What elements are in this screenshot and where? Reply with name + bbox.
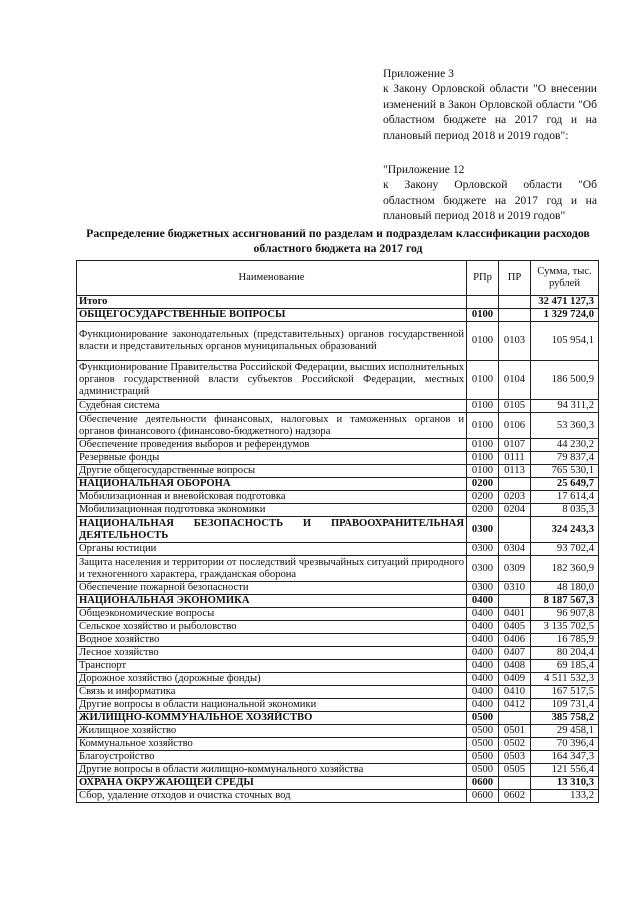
row-sum: 17 614,4 bbox=[531, 491, 599, 504]
row-sum: 69 185,4 bbox=[531, 660, 599, 673]
table-row bbox=[77, 439, 599, 452]
row-name: Благоустройство bbox=[77, 751, 467, 764]
row-rpr: 0600 bbox=[467, 790, 499, 803]
row-sum: 765 530,1 bbox=[531, 465, 599, 478]
row-pr: 0401 bbox=[499, 608, 531, 621]
table-row bbox=[77, 296, 599, 309]
row-sum: 16 785,9 bbox=[531, 634, 599, 647]
row-sum: 8 187 567,3 bbox=[531, 595, 599, 608]
row-name: Общеэкономические вопросы bbox=[77, 608, 467, 621]
row-name: Водное хозяйство bbox=[77, 634, 467, 647]
row-name: Обеспечение деятельности финансовых, налоговых и таможенных органов и органов финансового (финансово-бюджетного) надзора bbox=[77, 413, 467, 439]
row-rpr: 0100 bbox=[467, 400, 499, 413]
row-pr bbox=[499, 309, 531, 322]
row-name: НАЦИОНАЛЬНАЯ БЕЗОПАСНОСТЬ И ПРАВООХРАНИТЕЛЬНАЯ ДЕЯТЕЛЬНОСТЬ bbox=[77, 517, 467, 543]
row-sum: 109 731,4 bbox=[531, 699, 599, 712]
row-rpr: 0400 bbox=[467, 660, 499, 673]
row-pr: 0105 bbox=[499, 400, 531, 413]
row-pr: 0103 bbox=[499, 322, 531, 361]
row-pr: 0602 bbox=[499, 790, 531, 803]
table-row bbox=[77, 699, 599, 712]
appendix-3-text: к Закону Орловской области "О внесении изменений в Закон Орловской области "Об областном бюджете на 2017 год и на плановый период 2018 и 2019 годов": bbox=[383, 82, 597, 142]
row-sum: 186 500,9 bbox=[531, 361, 599, 400]
row-pr: 0204 bbox=[499, 504, 531, 517]
table-row bbox=[77, 361, 599, 400]
budget-allocation-table bbox=[76, 260, 599, 803]
row-name: Жилищное хозяйство bbox=[77, 725, 467, 738]
header-rpr: РПр bbox=[467, 261, 499, 296]
row-rpr: 0400 bbox=[467, 673, 499, 686]
row-name: НАЦИОНАЛЬНАЯ ЭКОНОМИКА bbox=[77, 595, 467, 608]
row-rpr: 0400 bbox=[467, 647, 499, 660]
row-name: НАЦИОНАЛЬНАЯ ОБОРОНА bbox=[77, 478, 467, 491]
row-name: Другие вопросы в области национальной экономики bbox=[77, 699, 467, 712]
row-rpr bbox=[467, 296, 499, 309]
row-name: Органы юстиции bbox=[77, 543, 467, 556]
table-row bbox=[77, 465, 599, 478]
row-pr: 0309 bbox=[499, 556, 531, 582]
header-name: Наименование bbox=[77, 261, 467, 296]
row-rpr: 0500 bbox=[467, 712, 499, 725]
row-rpr: 0600 bbox=[467, 777, 499, 790]
row-rpr: 0300 bbox=[467, 556, 499, 582]
row-sum: 94 311,2 bbox=[531, 400, 599, 413]
row-name: Связь и информатика bbox=[77, 686, 467, 699]
row-sum: 48 180,0 bbox=[531, 582, 599, 595]
table-row bbox=[77, 660, 599, 673]
table-row bbox=[77, 400, 599, 413]
row-name: Защита населения и территории от последствий чрезвычайных ситуаций природного и техногенного характера, гражданская оборона bbox=[77, 556, 467, 582]
row-name: Дорожное хозяйство (дорожные фонды) bbox=[77, 673, 467, 686]
row-sum: 121 556,4 bbox=[531, 764, 599, 777]
table-row bbox=[77, 413, 599, 439]
table-row bbox=[77, 504, 599, 517]
row-pr bbox=[499, 595, 531, 608]
table-header-row bbox=[77, 261, 599, 296]
row-sum: 29 458,1 bbox=[531, 725, 599, 738]
row-rpr: 0400 bbox=[467, 686, 499, 699]
row-name: ОХРАНА ОКРУЖАЮЩЕЙ СРЕДЫ bbox=[77, 777, 467, 790]
table-row bbox=[77, 790, 599, 803]
row-name: ОБЩЕГОСУДАРСТВЕННЫЕ ВОПРОСЫ bbox=[77, 309, 467, 322]
table-row bbox=[77, 647, 599, 660]
row-pr: 0501 bbox=[499, 725, 531, 738]
table-row bbox=[77, 712, 599, 725]
row-name: Транспорт bbox=[77, 660, 467, 673]
table-row bbox=[77, 322, 599, 361]
row-name: Другие общегосударственные вопросы bbox=[77, 465, 467, 478]
table-row bbox=[77, 608, 599, 621]
row-sum: 164 347,3 bbox=[531, 751, 599, 764]
table-row bbox=[77, 452, 599, 465]
row-pr: 0412 bbox=[499, 699, 531, 712]
row-name: Обеспечение проведения выборов и референдумов bbox=[77, 439, 467, 452]
table-row bbox=[77, 725, 599, 738]
table-row bbox=[77, 595, 599, 608]
row-rpr: 0300 bbox=[467, 517, 499, 543]
table-row bbox=[77, 543, 599, 556]
row-pr: 0408 bbox=[499, 660, 531, 673]
row-rpr: 0500 bbox=[467, 764, 499, 777]
table-row bbox=[77, 556, 599, 582]
row-pr: 0406 bbox=[499, 634, 531, 647]
row-pr: 0410 bbox=[499, 686, 531, 699]
row-pr: 0203 bbox=[499, 491, 531, 504]
row-sum: 44 230,2 bbox=[531, 439, 599, 452]
row-rpr: 0500 bbox=[467, 725, 499, 738]
row-pr: 0407 bbox=[499, 647, 531, 660]
row-pr: 0502 bbox=[499, 738, 531, 751]
table-row bbox=[77, 686, 599, 699]
row-sum: 105 954,1 bbox=[531, 322, 599, 361]
row-sum: 167 517,5 bbox=[531, 686, 599, 699]
row-rpr: 0400 bbox=[467, 699, 499, 712]
row-name: Мобилизационная и вневойсковая подготовка bbox=[77, 491, 467, 504]
row-sum: 96 907,8 bbox=[531, 608, 599, 621]
row-sum: 4 511 532,3 bbox=[531, 673, 599, 686]
table-row bbox=[77, 777, 599, 790]
row-sum: 79 837,4 bbox=[531, 452, 599, 465]
row-name: Функционирование законодательных (представительных) органов государственной власти и представительных органов муниципальных образований bbox=[77, 322, 467, 361]
row-rpr: 0400 bbox=[467, 621, 499, 634]
row-sum: 53 360,3 bbox=[531, 413, 599, 439]
row-rpr: 0100 bbox=[467, 309, 499, 322]
row-pr: 0405 bbox=[499, 621, 531, 634]
row-rpr: 0200 bbox=[467, 478, 499, 491]
row-sum: 3 135 702,5 bbox=[531, 621, 599, 634]
row-sum: 133,2 bbox=[531, 790, 599, 803]
row-sum: 70 396,4 bbox=[531, 738, 599, 751]
row-name: Итого bbox=[77, 296, 467, 309]
document-title: Распределение бюджетных ассигнований по разделам и подразделам классификации расходов областного бюджета на 2017 год bbox=[86, 226, 590, 255]
row-pr: 0503 bbox=[499, 751, 531, 764]
row-pr: 0304 bbox=[499, 543, 531, 556]
appendix-3-line: Приложение 3 bbox=[383, 67, 454, 80]
row-pr: 0113 bbox=[499, 465, 531, 478]
row-pr: 0111 bbox=[499, 452, 531, 465]
row-sum: 182 360,9 bbox=[531, 556, 599, 582]
row-name: Другие вопросы в области жилищно-коммунального хозяйства bbox=[77, 764, 467, 777]
row-rpr: 0100 bbox=[467, 322, 499, 361]
row-rpr: 0100 bbox=[467, 361, 499, 400]
row-sum: 32 471 127,3 bbox=[531, 296, 599, 309]
row-pr bbox=[499, 296, 531, 309]
row-rpr: 0100 bbox=[467, 452, 499, 465]
row-name: Сельское хозяйство и рыболовство bbox=[77, 621, 467, 634]
row-pr: 0310 bbox=[499, 582, 531, 595]
row-pr: 0409 bbox=[499, 673, 531, 686]
row-sum: 25 649,7 bbox=[531, 478, 599, 491]
row-rpr: 0400 bbox=[467, 595, 499, 608]
row-pr bbox=[499, 517, 531, 543]
appendix-12-text: к Закону Орловской области "Об областном бюджете на 2017 год и на плановый период 2018 и 2019 годов" bbox=[383, 178, 597, 223]
row-rpr: 0100 bbox=[467, 439, 499, 452]
row-rpr: 0500 bbox=[467, 751, 499, 764]
row-pr: 0107 bbox=[499, 439, 531, 452]
row-pr: 0106 bbox=[499, 413, 531, 439]
row-sum: 13 310,3 bbox=[531, 777, 599, 790]
row-pr: 0104 bbox=[499, 361, 531, 400]
table-row bbox=[77, 582, 599, 595]
table-row bbox=[77, 673, 599, 686]
row-sum: 324 243,3 bbox=[531, 517, 599, 543]
row-rpr: 0300 bbox=[467, 582, 499, 595]
row-sum: 1 329 724,0 bbox=[531, 309, 599, 322]
appendix-12-header bbox=[383, 162, 597, 224]
table-row bbox=[77, 309, 599, 322]
row-sum: 385 758,2 bbox=[531, 712, 599, 725]
table-row bbox=[77, 491, 599, 504]
row-rpr: 0200 bbox=[467, 491, 499, 504]
table-row bbox=[77, 478, 599, 491]
row-rpr: 0400 bbox=[467, 634, 499, 647]
row-name: ЖИЛИЩНО-КОММУНАЛЬНОЕ ХОЗЯЙСТВО bbox=[77, 712, 467, 725]
table-row bbox=[77, 634, 599, 647]
row-rpr: 0300 bbox=[467, 543, 499, 556]
header-sum: Сумма, тыс. рублей bbox=[531, 261, 599, 296]
table-row bbox=[77, 738, 599, 751]
row-pr bbox=[499, 777, 531, 790]
row-name: Резервные фонды bbox=[77, 452, 467, 465]
row-rpr: 0200 bbox=[467, 504, 499, 517]
row-name: Лесное хозяйство bbox=[77, 647, 467, 660]
row-name: Судебная система bbox=[77, 400, 467, 413]
row-sum: 80 204,4 bbox=[531, 647, 599, 660]
appendix-3-header bbox=[383, 66, 597, 143]
row-sum: 8 035,3 bbox=[531, 504, 599, 517]
row-pr: 0505 bbox=[499, 764, 531, 777]
row-sum: 93 702,4 bbox=[531, 543, 599, 556]
row-name: Мобилизационная подготовка экономики bbox=[77, 504, 467, 517]
appendix-12-line: "Приложение 12 bbox=[383, 163, 465, 176]
table-row bbox=[77, 764, 599, 777]
row-pr bbox=[499, 712, 531, 725]
table-row bbox=[77, 751, 599, 764]
row-pr bbox=[499, 478, 531, 491]
row-name: Обеспечение пожарной безопасности bbox=[77, 582, 467, 595]
table-body bbox=[77, 296, 599, 803]
row-name: Функционирование Правительства Российской Федерации, высших исполнительных органов государственной власти субъектов Российской Федерации, местных администраций bbox=[77, 361, 467, 400]
row-name: Сбор, удаление отходов и очистка сточных вод bbox=[77, 790, 467, 803]
row-rpr: 0100 bbox=[467, 465, 499, 478]
row-rpr: 0500 bbox=[467, 738, 499, 751]
table-row bbox=[77, 517, 599, 543]
row-rpr: 0100 bbox=[467, 413, 499, 439]
row-name: Коммунальное хозяйство bbox=[77, 738, 467, 751]
row-rpr: 0400 bbox=[467, 608, 499, 621]
header-pr: ПР bbox=[499, 261, 531, 296]
table-row bbox=[77, 621, 599, 634]
